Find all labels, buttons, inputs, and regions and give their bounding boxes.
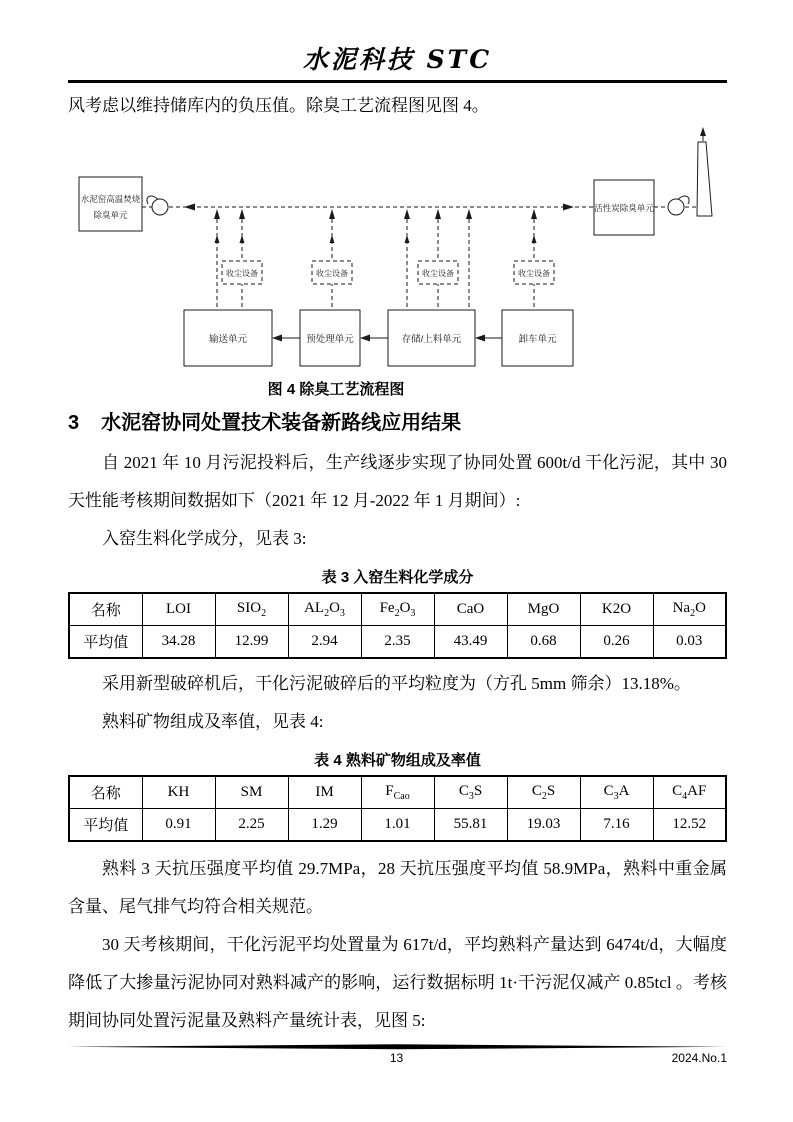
header-cell: MgO bbox=[507, 593, 580, 626]
dust-collector-label: 收尘设备 bbox=[518, 269, 550, 278]
page-header bbox=[68, 0, 727, 83]
storage-unit-label: 存储/上料单元 bbox=[401, 334, 462, 345]
header-cell: $C_3A$ bbox=[580, 776, 653, 809]
flow-arrow-right bbox=[563, 204, 574, 211]
header-cell: LOI bbox=[142, 593, 215, 626]
figure4-diagram bbox=[68, 127, 727, 372]
riser-arrow bbox=[214, 209, 220, 219]
value-cell: 55.81 bbox=[434, 809, 507, 842]
table-header-row bbox=[69, 593, 726, 626]
paragraph-strength: 熟料 3 天抗压强度平均值 29.7MPa，28 天抗压强度平均值 58.9MPa，熟料中重金属含量、尾气排气均符合相关规范。 bbox=[68, 859, 727, 916]
chimney-icon bbox=[697, 127, 712, 216]
dust-collector-label: 收尘设备 bbox=[226, 269, 258, 278]
intro-paragraph: 风考虑以维持储库内的负压值。除臭工艺流程图见图 4。 bbox=[68, 96, 489, 115]
riser-arrow bbox=[466, 209, 472, 219]
value-cell: 0.03 bbox=[653, 626, 726, 659]
page-number: 13 bbox=[389, 1051, 404, 1065]
value-cell: 1.01 bbox=[361, 809, 434, 842]
value-cell: 1.29 bbox=[288, 809, 361, 842]
value-cell: 7.16 bbox=[580, 809, 653, 842]
paragraph-crusher: 采用新型破碎机后，干化污泥破碎后的平均粒度为（方孔 5mm 筛余）13.18%。 bbox=[102, 674, 691, 693]
paragraph-results-intro: 自 2021 年 10 月污泥投料后，生产线逐步实现了协同处置 600t/d 干化污泥，其中 30 天性能考核期间数据如下（2021 年 12 月-2022 年 1 月期间）: bbox=[68, 453, 727, 510]
carbon-deodorize-unit-box bbox=[594, 180, 654, 235]
flow-arrow-left bbox=[184, 204, 195, 211]
value-cell: 2.35 bbox=[361, 626, 434, 659]
value-cell: 12.99 bbox=[215, 626, 288, 659]
header-cell: K2O bbox=[580, 593, 653, 626]
header-cell: IM bbox=[288, 776, 361, 809]
pretreat-unit-label: 预处理单元 bbox=[306, 334, 354, 345]
riser-arrow bbox=[329, 209, 335, 219]
table-header-row bbox=[69, 776, 726, 809]
riser-tick bbox=[330, 235, 335, 243]
dust-collector-label: 收尘设备 bbox=[316, 269, 348, 278]
value-cell: 0.26 bbox=[580, 626, 653, 659]
table-row bbox=[69, 626, 726, 659]
paragraph-assessment: 30 天考核期间，干化污泥平均处置量为 617t/d，平均熟料产量达到 6474t/d，大幅度降低了大掺量污泥协同对熟料减产的影响，运行数据标明 1t·干污泥仅减产 0.85tcl 。考核期间协同处置污泥量及熟料产量统计表，见图 5: bbox=[68, 935, 727, 1030]
section-number: 3 bbox=[68, 412, 80, 434]
value-cell: 0.91 bbox=[142, 809, 215, 842]
kiln-deodorize-unit-box bbox=[79, 177, 142, 231]
table-4-clinker-composition bbox=[68, 775, 727, 842]
table4-caption: 表 4 熟料矿物组成及率值 bbox=[314, 752, 481, 769]
section3-heading bbox=[68, 408, 727, 438]
riser-arrow bbox=[531, 209, 537, 219]
value-cell: 34.28 bbox=[142, 626, 215, 659]
header-cell: 名称 bbox=[69, 776, 142, 809]
header-rule bbox=[68, 80, 727, 83]
convey-unit-label: 输送单元 bbox=[208, 334, 248, 345]
value-cell: 19.03 bbox=[507, 809, 580, 842]
dust-collector-label: 收尘设备 bbox=[422, 269, 454, 278]
issue-number: 2024.No.1 bbox=[671, 1051, 727, 1065]
value-cell: 43.49 bbox=[434, 626, 507, 659]
riser-tick bbox=[405, 235, 410, 243]
fan-icon bbox=[668, 196, 689, 215]
header-cell: KH bbox=[142, 776, 215, 809]
riser-arrow bbox=[404, 209, 410, 219]
riser-tick bbox=[532, 235, 537, 243]
paragraph-clinker-lead: 熟料矿物组成及率值，见表 4: bbox=[102, 712, 324, 731]
header-cell: 名称 bbox=[69, 593, 142, 626]
kiln-unit-label-line2: 除臭单元 bbox=[93, 210, 128, 220]
header-cell: $C_2S$ bbox=[507, 776, 580, 809]
header-cell: $SIO_2$ bbox=[215, 593, 288, 626]
value-cell: 2.94 bbox=[288, 626, 361, 659]
table-3-raw-meal-composition bbox=[68, 592, 727, 659]
value-cell: 0.68 bbox=[507, 626, 580, 659]
header-cell: $Na_2O$ bbox=[653, 593, 726, 626]
paragraph-raw-meal-lead: 入窑生料化学成分，见表 3: bbox=[102, 529, 307, 548]
header-cell: CaO bbox=[434, 593, 507, 626]
header-cell: $F_{Cao}$ bbox=[361, 776, 434, 809]
footer-rule bbox=[68, 1044, 727, 1050]
kiln-unit-label-line1: 水泥窑高温焚烧 bbox=[80, 194, 141, 204]
carbon-unit-label: 活性炭除臭单元 bbox=[594, 203, 654, 213]
header-cell: $AL_2O_3$ bbox=[288, 593, 361, 626]
header-cell: $C_3S$ bbox=[434, 776, 507, 809]
header-cell: $Fe_2O_3$ bbox=[361, 593, 434, 626]
riser-arrow bbox=[435, 209, 441, 219]
section-title: 水泥窑协同处置技术装备新路线应用结果 bbox=[101, 412, 462, 434]
figure4-caption: 图 4 除臭工艺流程图 bbox=[267, 381, 405, 398]
arrowheads bbox=[184, 204, 574, 244]
header-cell: SM bbox=[215, 776, 288, 809]
value-cell: 平均值 bbox=[69, 626, 142, 659]
unload-unit-label: 卸车单元 bbox=[518, 334, 557, 345]
journal-title: 水泥科技 STC bbox=[302, 45, 493, 74]
table-row bbox=[69, 809, 726, 842]
header-cell: $C_4AF$ bbox=[653, 776, 726, 809]
riser-tick bbox=[215, 235, 220, 243]
dust-collector-boxes bbox=[222, 261, 554, 284]
value-cell: 平均值 bbox=[69, 809, 142, 842]
value-cell: 2.25 bbox=[215, 809, 288, 842]
riser-arrow bbox=[239, 209, 245, 219]
fan-icon bbox=[147, 196, 168, 215]
riser-tick bbox=[240, 235, 245, 243]
value-cell: 12.52 bbox=[653, 809, 726, 842]
table3-caption: 表 3 入窑生料化学成分 bbox=[321, 569, 474, 586]
